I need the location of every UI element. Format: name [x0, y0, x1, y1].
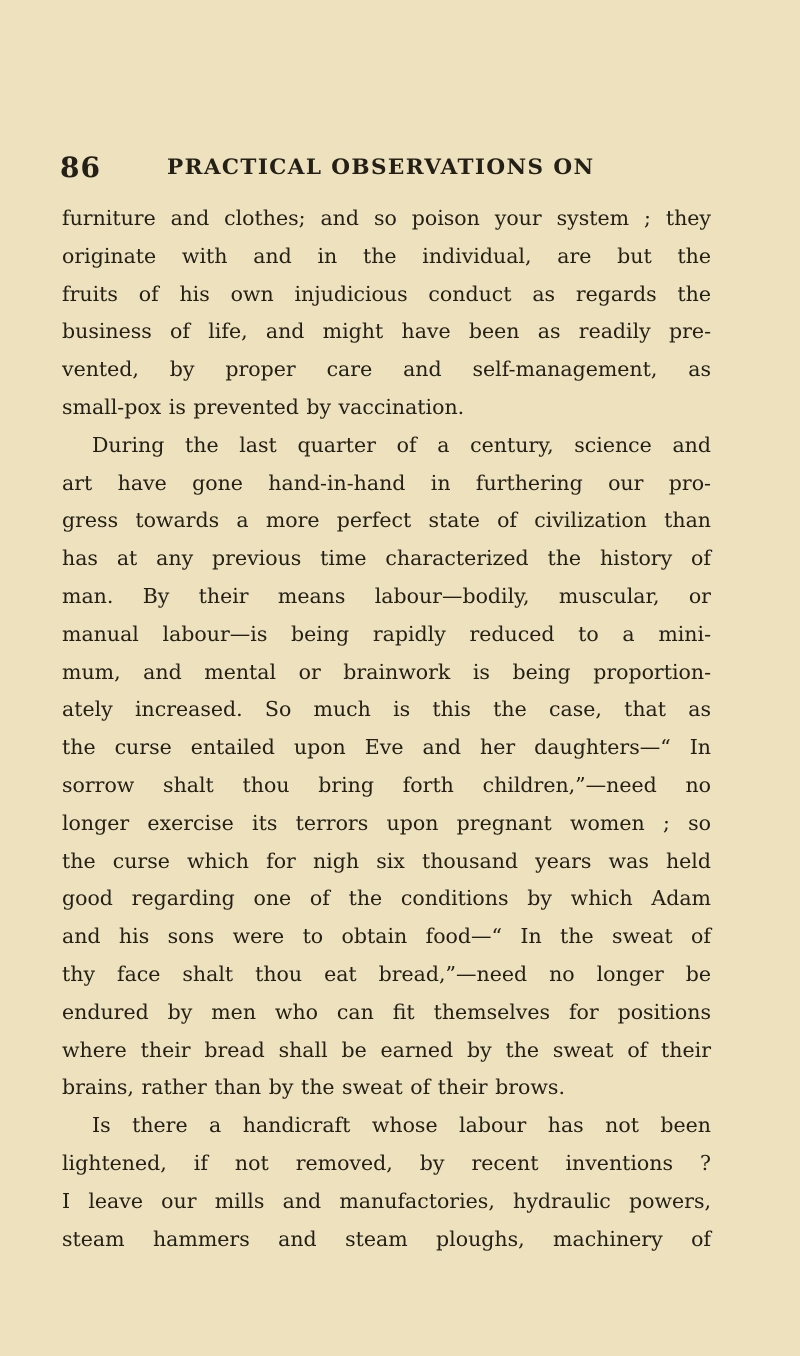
running-title: PRACTICAL OBSERVATIONS ON: [167, 155, 595, 180]
text-line: the curse which for nigh six thousand years was held: [62, 848, 711, 873]
text-line: lightened, if not removed, by recent inventions ?: [62, 1150, 711, 1175]
text-line: thy face shalt thou eat bread,”—need no longer be: [62, 961, 711, 986]
text-line: the curse entailed upon Eve and her daughters—“ In: [62, 735, 711, 760]
body-text: [62, 200, 711, 1258]
text-line: manual labour—is being rapidly reduced to a mini-: [62, 621, 711, 646]
text-line: furniture and clothes; and so poison your system ; they: [62, 206, 711, 230]
text-line: Is there a handicraft whose labour has not been: [92, 1113, 711, 1138]
text-line: business of life, and might have been as readily pre-: [62, 319, 711, 344]
text-line: small-pox is prevented by vaccination.: [62, 394, 465, 419]
text-line: vented, by proper care and self-management, as: [62, 357, 711, 382]
text-line: has at any previous time characterized the history of: [62, 546, 711, 571]
text-line: originate with and in the individual, are but the: [62, 243, 711, 268]
text-line: longer exercise its terrors upon pregnant women ; so: [62, 810, 711, 835]
page-header: [60, 148, 720, 188]
text-line: good regarding one of the conditions by which Adam: [62, 886, 711, 911]
text-line: and his sons were to obtain food—“ In the sweat of: [62, 924, 711, 949]
text-line: art have gone hand-in-hand in furthering our pro-: [62, 470, 711, 495]
text-line: ately increased. So much is this the case, that as: [62, 697, 711, 722]
text-line: endured by men who can fit themselves for positions: [62, 999, 711, 1024]
page-number: 86: [60, 151, 101, 184]
text-line: fruits of his own injudicious conduct as regards the: [62, 281, 711, 306]
text-line: I leave our mills and manufactories, hydraulic powers,: [62, 1188, 711, 1213]
text-line: where their bread shall be earned by the sweat of their: [62, 1037, 711, 1062]
text-line: During the last quarter of a century, science and: [92, 432, 711, 457]
text-line: steam hammers and steam ploughs, machinery of: [62, 1226, 711, 1251]
text-line: brains, rather than by the sweat of their brows.: [62, 1075, 565, 1100]
text-line: sorrow shalt thou bring forth children,”—need no: [62, 772, 711, 797]
text-line: mum, and mental or brainwork is being proportion-: [62, 659, 711, 684]
text-line: gress towards a more perfect state of civilization than: [62, 508, 711, 533]
text-line: man. By their means labour—bodily, muscular, or: [62, 583, 711, 608]
